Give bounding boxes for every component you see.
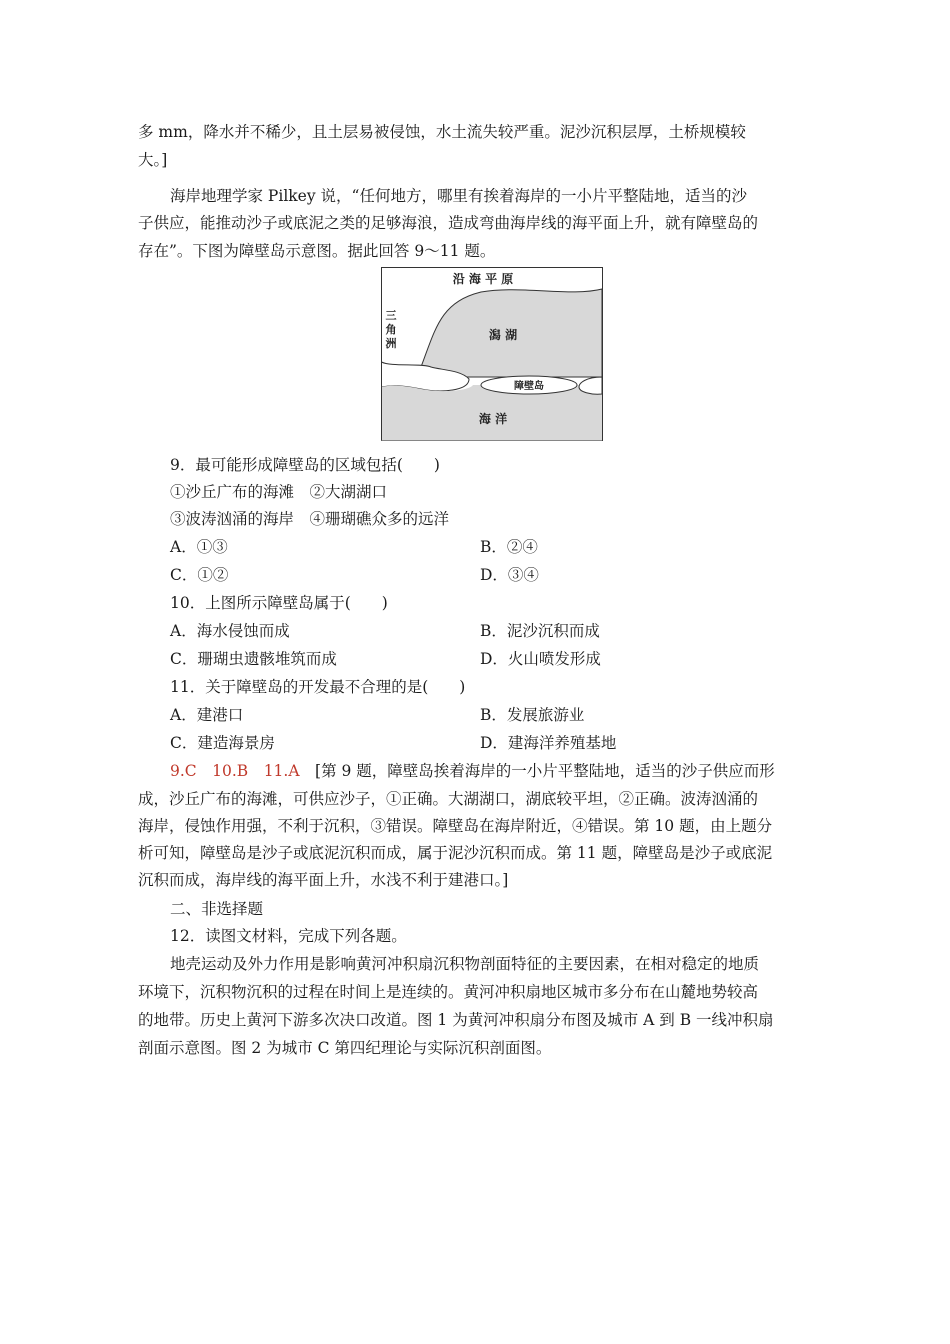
label-delta-3: 洲: [385, 337, 397, 350]
q11-option-b: B．发展旅游业: [480, 706, 585, 724]
q9-stem: 9．最可能形成障壁岛的区域包括( ): [170, 456, 440, 474]
intro-line-2: 大。]: [138, 151, 168, 169]
q12-paragraph-line-1: 地壳运动及外力作用是影响黄河冲积扇沉积物剖面特征的主要因素，在相对稳定的地质: [170, 955, 760, 973]
label-delta-1: 三: [385, 309, 397, 322]
q11-option-d: D．建海洋养殖基地: [480, 734, 617, 752]
q10-option-c: C．珊瑚虫遗骸堆筑而成: [170, 650, 337, 668]
intro-line-1: 多 mm，降水并不稀少，且土层易被侵蚀，水土流失较严重。泥沙沉积层厚，土桥规模较: [138, 123, 746, 141]
q9-option-b: B．②④: [480, 538, 538, 556]
answer-keys: 9.C 10.B 11.A: [170, 762, 300, 780]
q9-option-d: D．③④: [480, 566, 539, 584]
q9-option-a: A．①③: [170, 538, 228, 556]
q9-option-c: C．①②: [170, 566, 229, 584]
section-heading: 二、非选择题: [170, 900, 264, 918]
q9-items-2: ③波涛汹涌的海岸 ④珊瑚礁众多的远洋: [170, 510, 450, 528]
label-lagoon: 潟 湖: [488, 328, 518, 342]
q11-stem: 11．关于障壁岛的开发最不合理的是( ): [170, 678, 466, 696]
q10-option-b: B．泥沙沉积而成: [480, 622, 600, 640]
barrier-island-diagram: [381, 267, 603, 441]
q10-stem: 10．上图所示障壁岛属于( ): [170, 594, 388, 612]
label-coastal-plain: 沿 海 平 原: [452, 272, 514, 286]
label-ocean: 海 洋: [478, 412, 508, 426]
answer-line-1: [170, 761, 775, 781]
answer-line-3: 海岸，侵蚀作用强，不利于沉积，③错误。障壁岛在海岸附近，④错误。第 10 题，由上题分: [138, 817, 773, 835]
passage-line-3: 存在”。下图为障壁岛示意图。据此回答 9～11 题。: [138, 242, 496, 260]
answer-line-2: 成，沙丘广布的海滩，可供应沙子，①正确。大湖湖口，湖底较平坦，②正确。波涛汹涌的: [138, 790, 759, 808]
q9-items-1: ①沙丘广布的海滩 ②大湖湖口: [170, 483, 388, 501]
passage-line-2: 子供应，能推动沙子或底泥之类的足够海浪，造成弯曲海岸线的海平面上升，就有障壁岛的: [138, 214, 759, 232]
answer-line-5: 沉积而成，海岸线的海平面上升，水浅不利于建港口。]: [138, 871, 509, 889]
q10-option-a: A．海水侵蚀而成: [170, 622, 290, 640]
q11-option-c: C．建造海景房: [170, 734, 275, 752]
label-delta-2: 角: [385, 323, 397, 336]
q12-stem: 12．读图文材料，完成下列各题。: [170, 927, 407, 945]
label-barrier-island: 障壁岛: [514, 381, 544, 392]
q12-paragraph-line-2: 环境下，沉积物沉积的过程在时间上是连续的。黄河冲积扇地区城市多分布在山麓地势较高: [138, 983, 759, 1001]
q12-paragraph-line-3: 的地带。历史上黄河下游多次决口改道。图 1 为黄河冲积扇分布图及城市 A 到 B 一线冲积扇: [138, 1011, 774, 1029]
answer-explanation-start: [第 9 题，障壁岛挨着海岸的一小片平整陆地，适当的沙子供应而形: [299, 762, 775, 780]
q12-paragraph-line-4: 剖面示意图。图 2 为城市 C 第四纪理论与实际沉积剖面图。: [138, 1039, 552, 1057]
q11-option-a: A．建港口: [170, 706, 244, 724]
q10-option-d: D．火山喷发形成: [480, 650, 601, 668]
passage-line-1: 海岸地理学家 Pilkey 说，“任何地方，哪里有挨着海岸的一小片平整陆地，适当的沙: [170, 187, 747, 205]
answer-line-4: 析可知，障壁岛是沙子或底泥沉积而成，属于泥沙沉积而成。第 11 题，障壁岛是沙子或底泥: [138, 844, 773, 862]
